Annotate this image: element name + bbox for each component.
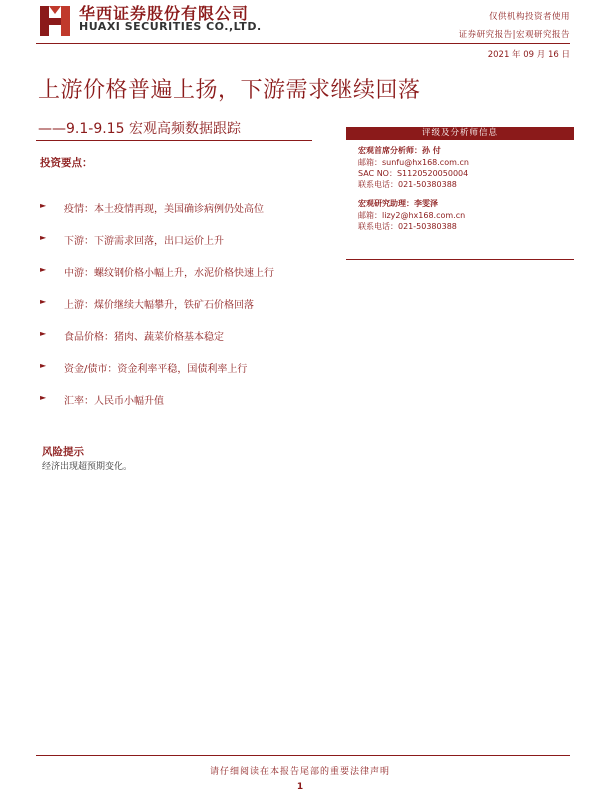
huaxi-logo-icon: [38, 4, 72, 38]
analyst-info-heading: 评级及分析师信息: [346, 127, 574, 140]
analyst-name: 宏观首席分析师：孙 付: [358, 146, 441, 155]
bullet-text: 汇率：人民币小幅升值: [64, 396, 164, 407]
bullet-arrow-icon: ►: [40, 329, 47, 338]
analyst-email[interactable]: 邮箱：sunfu@hx168.com.cn: [358, 158, 469, 167]
investment-points-heading: 投资要点：: [40, 157, 93, 169]
analyst-phone: 联系电话：021-50380388: [358, 222, 457, 231]
analyst-info-panel: [346, 127, 574, 260]
risk-text: 经济出现超预期变化。: [42, 462, 133, 472]
report-date: 2021 年 09 月 16 日: [487, 50, 570, 60]
report-type: 证券研究报告|宏观研究报告: [458, 30, 570, 40]
analyst-email[interactable]: 邮箱：lizy2@hx168.com.cn: [358, 211, 466, 220]
subtitle-divider: [36, 140, 312, 141]
bullet-text: 疫情：本土疫情再现，美国确诊病例仍处高位: [64, 204, 264, 215]
report-subtitle: ——9.1-9.15 宏观高频数据跟踪: [38, 121, 241, 137]
analyst-block: [346, 145, 574, 190]
bullet-text: 食品价格：猪肉、蔬菜价格基本稳定: [64, 332, 224, 343]
bullet-text: 下游：下游需求回落，出口运价上升: [64, 236, 224, 247]
header-divider: [36, 43, 570, 44]
analyst-sac-no: SAC NO：S1120520050004: [358, 169, 469, 178]
bullet-arrow-icon: ►: [40, 361, 47, 370]
analyst-phone: 联系电话：021-50380388: [358, 180, 457, 189]
analyst-name: 宏观研究助理：李雯泽: [358, 199, 438, 208]
page-number: 1: [296, 782, 304, 792]
bullet-arrow-icon: ►: [40, 393, 47, 402]
report-title: 上游价格普遍上扬，下游需求继续回落: [38, 78, 421, 103]
footer-divider: [36, 755, 570, 756]
bullet-arrow-icon: ►: [40, 297, 47, 306]
bullet-arrow-icon: ►: [40, 233, 47, 242]
risk-heading: 风险提示: [42, 446, 84, 458]
bullet-text: 上游：煤价继续大幅攀升，铁矿石价格回落: [64, 300, 254, 311]
audience-notice: 仅供机构投资者使用: [488, 12, 570, 22]
bullet-text: 中游：螺纹钢价格小幅上升，水泥价格快速上行: [64, 268, 274, 279]
bullet-arrow-icon: ►: [40, 201, 47, 210]
bullet-arrow-icon: ►: [40, 265, 47, 274]
analyst-block: [346, 198, 574, 232]
company-name-en: HUAXI SECURITIES CO.,LTD.: [79, 20, 262, 33]
bullet-text: 资金/债市：资金利率平稳，国债利率上行: [64, 364, 248, 375]
company-name-cn: 华西证券股份有限公司: [79, 4, 250, 23]
footer-disclaimer: 请仔细阅读在本报告尾部的重要法律声明: [209, 767, 390, 777]
